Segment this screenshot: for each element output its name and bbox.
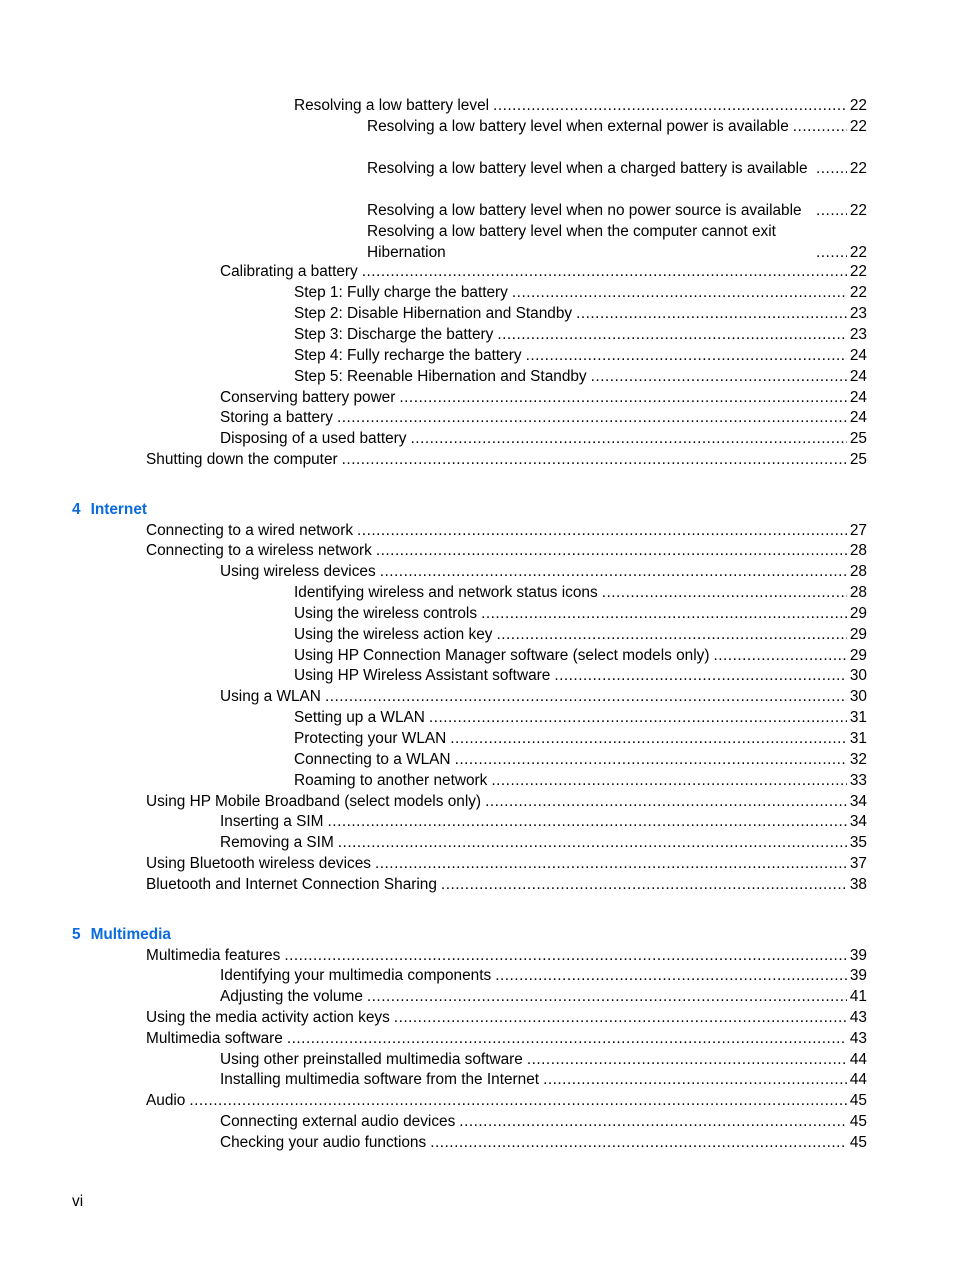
- toc-page-number: 35: [849, 834, 867, 851]
- toc-entry-text: Connecting external audio devices: [220, 1113, 456, 1130]
- leader-dots: [495, 966, 847, 986]
- toc-entry-text: Identifying your multimedia components: [220, 967, 492, 984]
- toc-entry[interactable]: [294, 304, 867, 324]
- toc-entry-text: Bluetooth and Internet Connection Sharing: [146, 876, 437, 893]
- toc-entry[interactable]: [146, 541, 867, 561]
- toc-entry-text: Using HP Connection Manager software (select models only): [294, 647, 710, 664]
- toc-entry[interactable]: [294, 708, 867, 728]
- leader-dots: [399, 388, 847, 408]
- toc-entry[interactable]: [220, 1070, 867, 1090]
- toc-entry[interactable]: [294, 666, 867, 686]
- toc-page-number: 39: [849, 967, 867, 984]
- toc-page-number: 24: [849, 409, 867, 426]
- toc-entry[interactable]: [294, 729, 867, 749]
- leader-dots: [485, 792, 847, 812]
- leader-dots: [602, 583, 847, 603]
- toc-entry[interactable]: [146, 1091, 867, 1111]
- toc-page-number: 28: [849, 542, 867, 559]
- toc-entry-text: Roaming to another network: [294, 772, 488, 789]
- toc-entry[interactable]: [367, 117, 867, 137]
- toc-page-number: 45: [849, 1134, 867, 1151]
- toc-page-number: 43: [849, 1009, 867, 1026]
- leader-dots: [380, 562, 847, 582]
- toc-entry-text: Using HP Wireless Assistant software: [294, 667, 551, 684]
- leader-dots: [411, 429, 847, 449]
- toc-entry-text: Connecting to a wireless network: [146, 542, 372, 559]
- toc-page-number: 22: [849, 118, 867, 135]
- toc-entry-text: Inserting a SIM: [220, 813, 324, 830]
- leader-dots: [816, 159, 847, 179]
- toc-page-number: 23: [849, 326, 867, 343]
- leader-dots: [342, 450, 847, 470]
- toc-entry[interactable]: [220, 1050, 867, 1070]
- toc-page-number: 25: [849, 451, 867, 468]
- toc-entry-text: Setting up a WLAN: [294, 709, 425, 726]
- toc-entry-text: Audio: [146, 1092, 186, 1109]
- leader-dots: [450, 729, 847, 749]
- toc-entry-text: Installing multimedia software from the Internet: [220, 1071, 540, 1088]
- toc-entry-text: Protecting your WLAN: [294, 730, 447, 747]
- toc-page-number: 22: [849, 284, 867, 301]
- leader-dots: [367, 987, 847, 1007]
- toc-page-number: 30: [849, 667, 867, 684]
- leader-dots: [576, 304, 847, 324]
- toc-entry-text: Identifying wireless and network status icons: [294, 584, 598, 601]
- toc-page-number: 27: [849, 522, 867, 539]
- leader-dots: [496, 625, 846, 645]
- leader-dots: [441, 875, 847, 895]
- leader-dots: [338, 833, 847, 853]
- toc-page-number: 22: [849, 160, 867, 177]
- toc-page-number: 29: [849, 626, 867, 643]
- toc-entry-text: Step 2: Disable Hibernation and Standby: [294, 305, 573, 322]
- toc-entry-text: Using a WLAN: [220, 688, 321, 705]
- leader-dots: [455, 750, 847, 770]
- toc-entry[interactable]: [220, 687, 867, 707]
- toc-page-number: 24: [849, 389, 867, 406]
- toc-entry[interactable]: [367, 221, 867, 263]
- toc-page-number: 39: [849, 947, 867, 964]
- toc-entry[interactable]: [294, 96, 867, 116]
- toc-entry-text: Storing a battery: [220, 409, 333, 426]
- toc-entry[interactable]: [294, 646, 867, 666]
- toc-entry-text: Using the media activity action keys: [146, 1009, 390, 1026]
- leader-dots: [526, 346, 847, 366]
- leader-dots: [527, 1050, 847, 1070]
- toc-entry[interactable]: [294, 346, 867, 366]
- toc-page-number: 44: [849, 1071, 867, 1088]
- leader-dots: [284, 946, 847, 966]
- leader-dots: [376, 541, 847, 561]
- toc-page-number: 34: [849, 813, 867, 830]
- leader-dots: [543, 1070, 847, 1090]
- toc-page-number: 29: [849, 605, 867, 622]
- leader-dots: [512, 283, 847, 303]
- toc-entry[interactable]: [220, 562, 867, 582]
- toc-entry[interactable]: [294, 750, 867, 770]
- leader-dots: [816, 243, 847, 263]
- toc-entry-text: Using wireless devices: [220, 563, 376, 580]
- toc-entry[interactable]: [294, 625, 867, 645]
- toc-entry[interactable]: [146, 1029, 867, 1049]
- leader-dots: [189, 1091, 847, 1111]
- toc-page-number: 24: [849, 347, 867, 364]
- toc-page-number: 22: [849, 244, 867, 261]
- toc-entry-text: Adjusting the volume: [220, 988, 363, 1005]
- toc-entry-text: Using the wireless action key: [294, 626, 493, 643]
- toc-entry[interactable]: [220, 408, 867, 428]
- leader-dots: [793, 117, 847, 137]
- leader-dots: [287, 1029, 847, 1049]
- toc-entry[interactable]: [220, 388, 867, 408]
- leader-dots: [459, 1112, 847, 1132]
- leader-dots: [357, 521, 847, 541]
- toc-entry[interactable]: [146, 1008, 867, 1028]
- toc-entry[interactable]: [146, 521, 867, 541]
- chapter-heading-multimedia[interactable]: [72, 925, 171, 945]
- leader-dots: [375, 854, 847, 874]
- toc-entry[interactable]: [220, 429, 867, 449]
- toc-entry-text: Connecting to a WLAN: [294, 751, 451, 768]
- toc-entry-text: Multimedia features: [146, 947, 281, 964]
- leader-dots: [430, 1133, 847, 1153]
- toc-entry[interactable]: [146, 946, 867, 966]
- toc-entry[interactable]: [220, 987, 867, 1007]
- chapter-number: 4: [72, 501, 81, 518]
- toc-entry-text: Step 4: Fully recharge the battery: [294, 347, 522, 364]
- toc-page-number: 43: [849, 1030, 867, 1047]
- leader-dots: [481, 604, 847, 624]
- toc-entry[interactable]: [220, 1133, 867, 1153]
- toc-page-number: 45: [849, 1092, 867, 1109]
- toc-entry[interactable]: [294, 583, 867, 603]
- toc-page-number: 32: [849, 751, 867, 768]
- toc-entry-text: Using Bluetooth wireless devices: [146, 855, 371, 872]
- toc-page-number: 24: [849, 368, 867, 385]
- toc-entry[interactable]: [220, 966, 867, 986]
- toc-entry-text: Resolving a low battery level when a charged battery is available: [367, 160, 808, 177]
- toc-page-number: 29: [849, 647, 867, 664]
- toc-page-number: 28: [849, 584, 867, 601]
- toc-entry[interactable]: [220, 833, 867, 853]
- toc-page-number: 22: [849, 97, 867, 114]
- chapter-title: Internet: [90, 501, 147, 518]
- toc-page-number: 31: [849, 730, 867, 747]
- toc-entry-text: Resolving a low battery level when external power is available: [367, 118, 789, 135]
- toc-page-number: 22: [849, 263, 867, 280]
- leader-dots: [491, 771, 847, 791]
- leader-dots: [591, 367, 847, 387]
- leader-dots: [325, 687, 847, 707]
- leader-dots: [394, 1008, 847, 1028]
- toc-page-number: 23: [849, 305, 867, 322]
- toc-entry-text: Step 3: Discharge the battery: [294, 326, 494, 343]
- toc-entry[interactable]: [220, 812, 867, 832]
- toc-entry[interactable]: [294, 604, 867, 624]
- toc-entry-text: Step 5: Reenable Hibernation and Standby: [294, 368, 587, 385]
- leader-dots: [328, 812, 847, 832]
- chapter-title: Multimedia: [90, 926, 171, 943]
- toc-page-number: 45: [849, 1113, 867, 1130]
- toc-entry-text: Disposing of a used battery: [220, 430, 407, 447]
- toc-page-number: 44: [849, 1051, 867, 1068]
- toc-entry[interactable]: [367, 179, 867, 221]
- toc-page-number: 34: [849, 793, 867, 810]
- toc-entry-text: Resolving a low battery level when the computer cannot exit Hibernation: [367, 223, 776, 261]
- toc-entry-text: Shutting down the computer: [146, 451, 338, 468]
- toc-entry[interactable]: [294, 325, 867, 345]
- toc-entry[interactable]: [367, 137, 867, 179]
- toc-entry-text: Using the wireless controls: [294, 605, 478, 622]
- leader-dots: [554, 666, 847, 686]
- leader-dots: [713, 646, 846, 666]
- toc-entry-text: Checking your audio functions: [220, 1134, 427, 1151]
- toc-page-number: 25: [849, 430, 867, 447]
- toc-entry-text: Removing a SIM: [220, 834, 334, 851]
- chapter-heading-internet[interactable]: [72, 500, 147, 520]
- toc-entry[interactable]: [220, 262, 867, 282]
- chapter-number: 5: [72, 926, 81, 943]
- leader-dots: [337, 408, 847, 428]
- leader-dots: [362, 262, 847, 282]
- toc-page-number: 22: [849, 202, 867, 219]
- toc-entry[interactable]: [146, 875, 867, 895]
- toc-entry-text: Calibrating a battery: [220, 263, 358, 280]
- toc-entry-text: Resolving a low battery level when no power source is available: [367, 202, 802, 219]
- toc-page-number: 31: [849, 709, 867, 726]
- toc-entry-text: Connecting to a wired network: [146, 522, 354, 539]
- toc-page-number: 28: [849, 563, 867, 580]
- toc-entry[interactable]: [220, 1112, 867, 1132]
- toc-entry[interactable]: [146, 854, 867, 874]
- toc-entry[interactable]: [146, 450, 867, 470]
- toc-entry-text: Multimedia software: [146, 1030, 283, 1047]
- leader-dots: [816, 201, 847, 221]
- leader-dots: [493, 96, 847, 116]
- toc-page-number: 33: [849, 772, 867, 789]
- leader-dots: [497, 325, 847, 345]
- toc-entry-text: Conserving battery power: [220, 389, 396, 406]
- toc-page-number: 30: [849, 688, 867, 705]
- page-number-footer: vi: [72, 1193, 84, 1210]
- toc-entry-text: Step 1: Fully charge the battery: [294, 284, 508, 301]
- toc-page-number: 41: [849, 988, 867, 1005]
- toc-entry-text: Using HP Mobile Broadband (select models only): [146, 793, 482, 810]
- toc-entry[interactable]: [146, 792, 867, 812]
- toc-entry-text: Resolving a low battery level: [294, 97, 490, 114]
- toc-entry-text: Using other preinstalled multimedia software: [220, 1051, 523, 1068]
- toc-page-number: 37: [849, 855, 867, 872]
- leader-dots: [429, 708, 847, 728]
- toc-entry[interactable]: [294, 367, 867, 387]
- toc-page-number: 38: [849, 876, 867, 893]
- toc-entry[interactable]: [294, 283, 867, 303]
- toc-entry[interactable]: [294, 771, 867, 791]
